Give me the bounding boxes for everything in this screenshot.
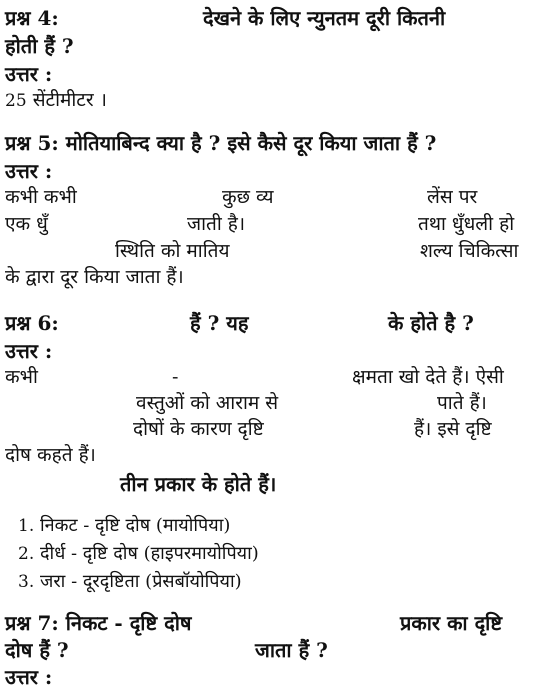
q6-types-heading: तीन प्रकार के होते हैं।	[120, 472, 277, 496]
q4-answer-number: 25	[5, 91, 27, 111]
q4-answer-text: सेंटीमीटर ।	[32, 89, 107, 111]
q7-line1-b: प्रकार का दृष्टि	[400, 611, 503, 635]
q5-l3-a: स्थिति को मातिय	[115, 240, 230, 262]
q6-label: प्रश्न 6:	[5, 311, 59, 335]
q6-l4: दोष कहते हैं।	[5, 444, 96, 466]
list-item-text: निकट - दृष्टि दोष (मायोपिया)	[39, 515, 231, 536]
q6-line1-c: के होते है ?	[388, 311, 474, 335]
q6-l3-a: दोषों के कारण दृष्टि	[133, 418, 264, 440]
q6-answer-label: उत्तर :	[5, 339, 53, 363]
q6-line1-b: हैं ? यह	[190, 311, 249, 335]
q5-l4: के द्वारा दूर किया जाता हैं।	[5, 266, 184, 288]
q5-question: प्रश्न 5: मोतियाबिन्द क्या है ? इसे कैसे दूर किया जाता हैं ?	[5, 131, 437, 155]
q6-l1-a: कभी	[5, 366, 38, 388]
list-item-text: जरा - दूरदृष्टिता (प्रेसबॉयोपिया)	[39, 571, 242, 592]
q6-l1-c: क्षमता खो देते हैं। ऐसी	[352, 366, 504, 388]
q6-l2-b: पाते हैं।	[437, 392, 487, 414]
q7-line1-a: प्रश्न 7: निकट - दृष्टि दोष	[5, 611, 192, 635]
list-item-number: 3.	[18, 572, 35, 592]
q5-l3-b: शल्य चिकित्सा	[420, 240, 519, 262]
list-item	[18, 573, 242, 591]
q4-label: प्रश्न 4:	[5, 6, 59, 30]
q5-l2-c: तथा धुँधली हो	[418, 213, 515, 235]
q6-l2-a: वस्तुओं को आराम से	[136, 392, 279, 414]
list-item-number: 1.	[18, 516, 35, 536]
q4-line2: होती हैं ?	[5, 34, 74, 58]
q4-line1	[5, 8, 59, 28]
list-item	[18, 545, 259, 563]
q7-line2-a: दोष हैं ?	[5, 638, 69, 662]
q4-line1-text: देखने के लिए न्युनतम दूरी कितनी	[203, 6, 446, 30]
q5-l1-a: कभी कभी	[5, 186, 77, 208]
q7-line2-b: जाता हैं ?	[255, 638, 328, 662]
q6-l1-b: -	[172, 366, 179, 388]
q6-l3-b: हैं। इसे दृष्टि	[414, 418, 492, 440]
q5-l2-a: एक धुँ	[5, 213, 48, 235]
list-item-text: दीर्ध - दृष्टि दोष (हाइपरमायोपिया)	[39, 543, 259, 564]
q5-l2-b: जाती है।	[187, 213, 246, 235]
q4-answer	[5, 91, 107, 110]
list-item	[18, 517, 230, 535]
q5-l1-b: कुछ व्य	[222, 186, 274, 208]
list-item-number: 2.	[18, 544, 35, 564]
q5-l1-c: लेंस पर	[427, 186, 478, 208]
q4-answer-label: उत्तर :	[5, 62, 53, 86]
q5-answer-label: उत्तर :	[5, 159, 53, 183]
q7-answer-label: उत्तर :	[5, 665, 53, 689]
